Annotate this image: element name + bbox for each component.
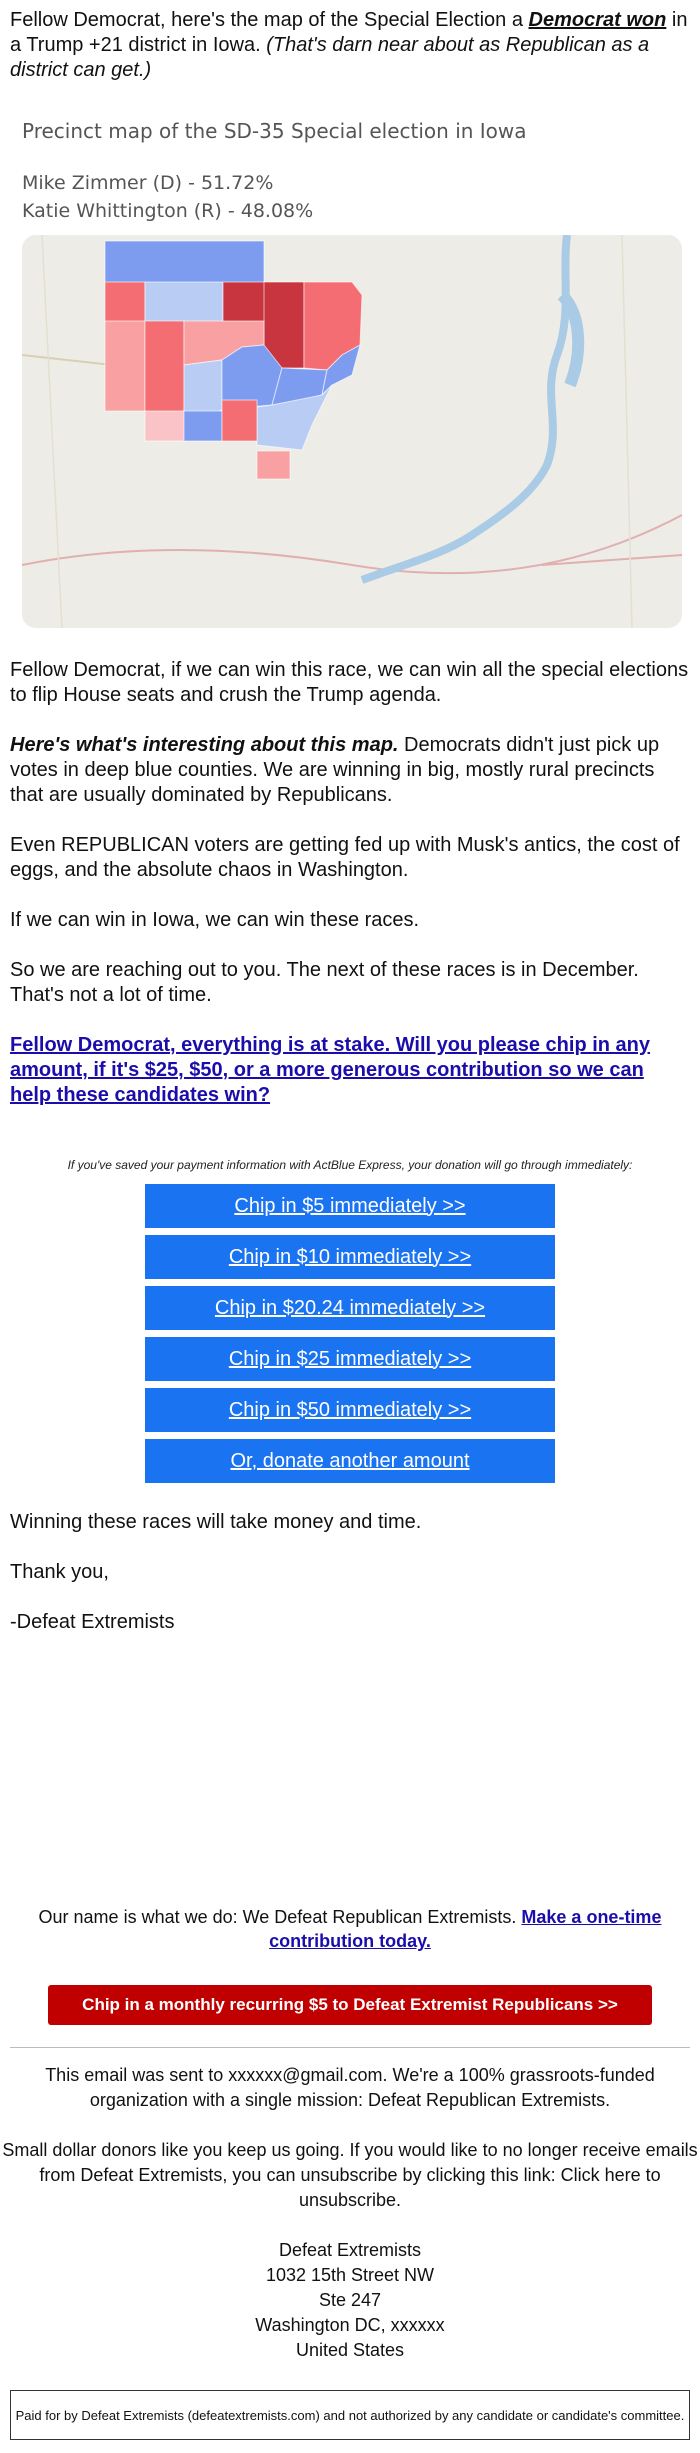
paid-for-text: Paid for by Defeat Extremists (defeatextremists.com) and not authorized by any candidate or candidate's committee.	[15, 2407, 685, 2423]
address-street: 1032 15th Street NW	[265, 2265, 435, 2285]
precinct	[145, 321, 184, 415]
intro-text-1: Fellow Democrat, here's the map of the Special Election a	[10, 9, 529, 31]
precinct	[105, 241, 264, 286]
precinct	[184, 360, 222, 417]
body-paragraph-2	[10, 733, 690, 808]
map-card	[10, 101, 690, 638]
democrat-won-link[interactable]: Democrat won	[528, 9, 667, 31]
email-sent-notice: This email was sent to xxxxxx@gmail.com. We're a 100% grassroots-funded organization with a single mission: Defeat Republican Extremists.	[45, 2065, 655, 2110]
chip-in-5-button[interactable]: Chip in $5 immediately >>	[145, 1184, 555, 1228]
result-dem: Mike Zimmer (D) - 51.72%	[22, 172, 274, 194]
body-paragraph-2-bold: Here's what's interesting about this map.	[10, 734, 399, 756]
paid-for-disclaimer	[10, 2390, 690, 2440]
result-rep: Katie Whittington (R) - 48.08%	[22, 200, 314, 222]
footer-intro-text: Our name is what we do: We Defeat Republican Extremists.	[38, 1907, 522, 1927]
monthly-recurring-button[interactable]: Chip in a monthly recurring $5 to Defeat Extremist Republicans >>	[48, 1985, 652, 2025]
body-paragraph-4: If we can win in Iowa, we can win these races.	[10, 909, 420, 931]
precinct-map-svg	[22, 235, 682, 628]
precinct	[184, 411, 222, 441]
precinct	[223, 282, 265, 322]
actblue-express-note: If you've saved your payment information with ActBlue Express, your donation will go through immediately:	[67, 1158, 633, 1172]
chip-in-cta-link[interactable]: Fellow Democrat, everything is at stake. Will you please chip in any amount, if it's $25, $50, or a more generous contribution so we can help these candidates win?	[10, 1034, 651, 1106]
precinct-map	[22, 235, 682, 628]
address-country: United States	[295, 2340, 405, 2360]
address-org: Defeat Extremists	[278, 2240, 422, 2260]
intro-text-2: in a Trump +21 district in Iowa.	[10, 9, 688, 56]
donate-other-amount-button[interactable]: Or, donate another amount	[145, 1439, 555, 1483]
chip-in-25-button[interactable]: Chip in $25 immediately >>	[145, 1337, 555, 1381]
donation-button-list	[0, 1184, 700, 1490]
precinct	[105, 321, 145, 411]
precinct	[145, 411, 185, 441]
closing-block	[0, 1510, 700, 1635]
body-paragraph-1: Fellow Democrat, if we can win this race, we can win all the special elections to flip House seats and crush the Trump agenda.	[10, 659, 689, 706]
chip-in-20-24-button[interactable]: Chip in $20.24 immediately >>	[145, 1286, 555, 1330]
unsubscribe-notice[interactable]: Small dollar donors like you keep us going. If you would like to no longer receive emails from Defeat Extremists, you can unsubscribe by clicking this link: Click here to unsubscribe.	[2, 2140, 698, 2210]
intro-aside: (That's darn near about as Republican as a district can get.)	[10, 34, 650, 81]
map-title: Precinct map of the SD-35 Special election in Iowa	[22, 119, 527, 143]
precinct	[145, 282, 223, 322]
one-time-contribution-link[interactable]: Make a one-time contribution today.	[269, 1907, 662, 1951]
address-suite: Ste 247	[318, 2290, 382, 2310]
address-city: Washington DC, xxxxxx	[255, 2315, 445, 2335]
chip-in-50-button[interactable]: Chip in $50 immediately >>	[145, 1388, 555, 1432]
intro-paragraph	[10, 0, 690, 83]
results-block	[22, 169, 678, 225]
body-paragraph-3: Even REPUBLICAN voters are getting fed up with Musk's antics, the cost of eggs, and the absolute chaos in Washington.	[10, 834, 680, 881]
mailing-address	[0, 2238, 700, 2363]
precinct	[257, 451, 290, 479]
footer-divider	[10, 2047, 690, 2048]
signature: -Defeat Extremists	[10, 1611, 175, 1633]
body-paragraph-5: So we are reaching out to you. The next of these races is in December. That's not a lot of time.	[10, 959, 639, 1006]
closing-line: Winning these races will take money and time.	[10, 1511, 422, 1533]
body-paragraph-2-rest: Democrats didn't just pick up votes in deep blue counties. We are winning in big, mostly rural precincts that are usually dominated by Republicans.	[10, 734, 660, 806]
chip-in-10-button[interactable]: Chip in $10 immediately >>	[145, 1235, 555, 1279]
footer-intro	[0, 1905, 700, 1953]
precinct	[105, 282, 145, 322]
thank-you: Thank you,	[10, 1561, 109, 1583]
precinct	[222, 400, 257, 441]
